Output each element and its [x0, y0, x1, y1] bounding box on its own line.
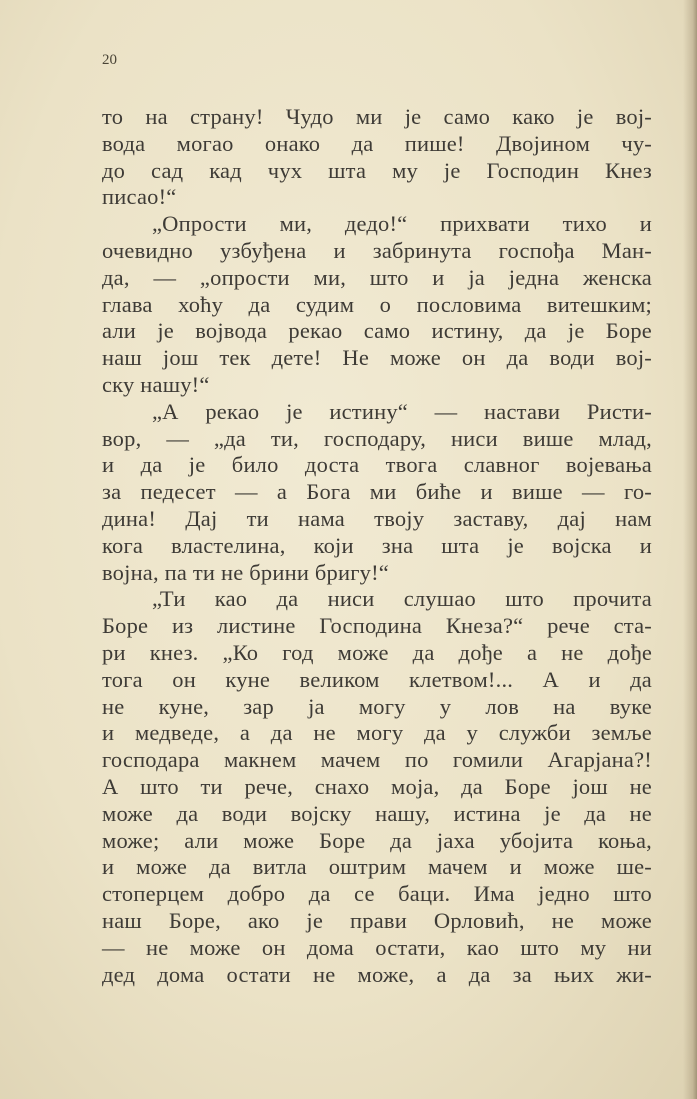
text-line: да, — „опрости ми, што и ја једна женска: [102, 264, 652, 290]
text-line: и да је било доста твога славног војевања: [102, 452, 652, 478]
page-number: 20: [102, 52, 117, 68]
text-line: наш Боре, ако је прави Орловић, не може: [102, 907, 652, 933]
text-line: вода могао онако да пише! Двојином чу-: [102, 130, 652, 156]
text-line: глава хоћу да судим о пословима витешким;: [102, 291, 652, 317]
text-line: дед дома остати не може, а да за њих жи-: [102, 961, 652, 987]
text-line: и медведе, а да не могу да у служби земље: [102, 720, 652, 746]
page-edge-shadow: [683, 0, 697, 1099]
text-line: и може да витла оштрим мачем и може ше-: [102, 854, 652, 880]
text-line: ску нашу!“: [102, 371, 210, 397]
text-line: господара макнем мачем по гомили Агарјана?!: [102, 747, 652, 773]
text-line: али је војвода рекао само истину, да је Боре: [102, 318, 652, 344]
text-line: војна, па ти не брини бригу!“: [102, 559, 389, 585]
body-text: [102, 104, 652, 988]
text-line: може да води војску нашу, истина је да не: [102, 800, 652, 826]
text-line: „Опрости ми, дедо!“ прихвати тихо и: [152, 211, 652, 237]
text-line: кога властелина, који зна шта је војска и: [102, 532, 652, 558]
text-line: дина! Дај ти нама твоју заставу, дај нам: [102, 505, 652, 531]
text-line: вор, — „да ти, господару, ниси више млад,: [102, 425, 652, 451]
text-line: Боре из листине Господина Кнеза?“ рече ста-: [102, 613, 652, 639]
text-line: — не може он дома остати, као што му ни: [102, 934, 652, 960]
text-line: за педесет — а Бога ми биће и више — го-: [102, 479, 652, 505]
text-line: стоперцем добро да се баци. Има једно што: [102, 881, 652, 907]
text-line: тога он куне великом клетвом!... А и да: [102, 666, 652, 692]
text-line: „Ти као да ниси слушао што прочита: [152, 586, 652, 612]
text-line: може; али може Боре да јаха убојита коња,: [102, 827, 652, 853]
text-line: наш још тек дете! Не може он да води вој-: [102, 345, 652, 371]
text-line: ри кнез. „Ко год може да дође а не дође: [102, 639, 652, 665]
text-line: А што ти рече, снахо моја, да Боре још не: [102, 773, 652, 799]
text-line: не куне, зар ја могу у лов на вуке: [102, 693, 652, 719]
text-line: до сад кад чух шта му је Господин Кнез: [102, 157, 652, 183]
text-line: писао!“: [102, 184, 177, 210]
text-line: очевидно узбуђена и забринута госпођа Ман-: [102, 237, 652, 263]
text-line: „А рекао је истину“ — настави Ристи-: [152, 398, 652, 424]
text-line: то на страну! Чудо ми је само како је вој-: [102, 104, 652, 129]
